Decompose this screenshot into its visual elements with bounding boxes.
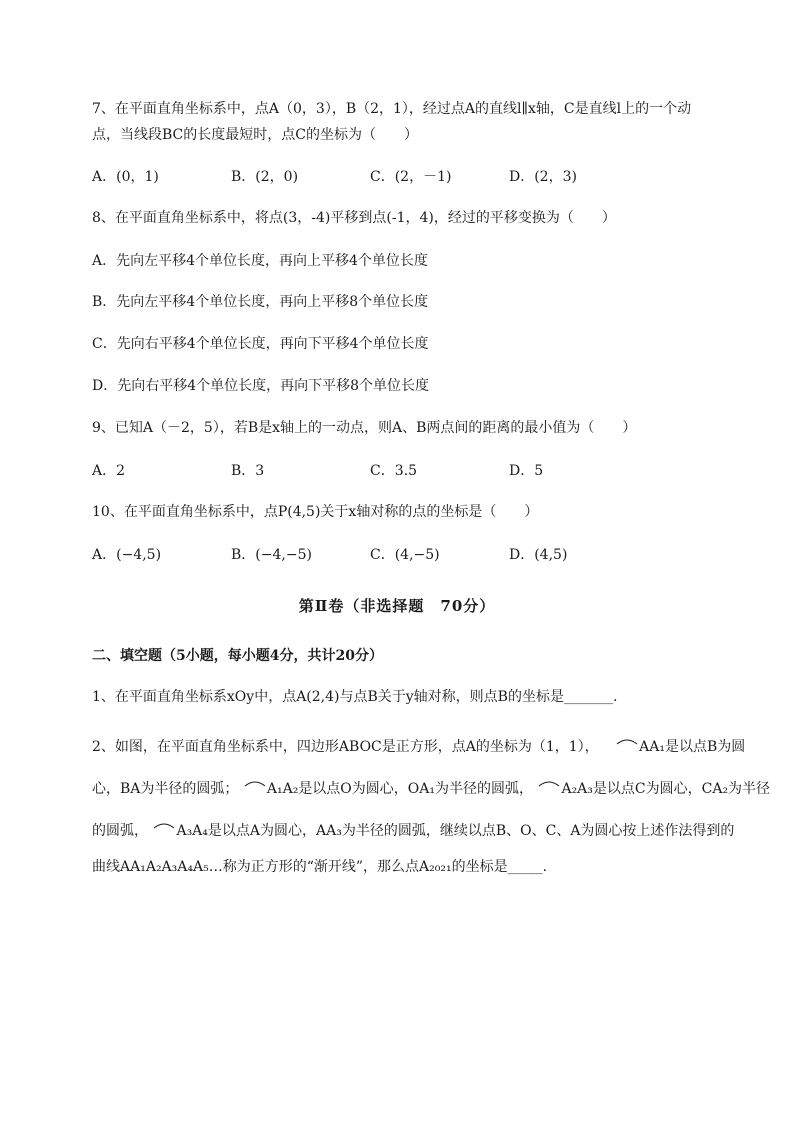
fill1-question: 1、在平面直角坐标系xOy中，点A(2,4)与点B关于y轴对称，则点B的坐标是_______.: [92, 689, 618, 705]
part2-title: 第Ⅱ卷（非选择题 70分）: [298, 597, 496, 615]
q9-option-a: A．2: [92, 463, 126, 479]
fill2-text: 是以点C为圆心，CA₂为半径: [592, 781, 771, 797]
fill2-text: 是以点O为圆心，OA₁为半径的圆弧，: [298, 781, 533, 797]
q9-option-c: C．3.5: [370, 463, 417, 479]
q10-stem: 10、在平面直角坐标系中，点P(4,5)关于x轴对称的点的坐标是（ ）: [92, 504, 539, 520]
arc-a1a2-icon: [243, 780, 267, 801]
q9-option-b: B．3: [231, 463, 265, 479]
q10-option-b: B．(−4,−5): [231, 547, 312, 563]
q10-option-c: C．(4,−5): [370, 547, 440, 563]
q7-option-b: B．(2，0): [231, 169, 299, 185]
fill-in-section-heading: 二、填空题（5小题，每小题4分，共计20分）: [92, 648, 383, 664]
q7-option-c: C．(2，－1): [370, 169, 452, 185]
fill2-text: 的圆弧，: [92, 823, 148, 839]
q8-option-d: D．先向右平移4个单位长度，再向下平移8个单位长度: [92, 378, 430, 394]
arc-a3a4-icon: [152, 822, 176, 843]
q8-stem: 8、在平面直角坐标系中，将点(3，-4)平移到点(-1，4)，经过的平移变换为（ ）: [92, 210, 616, 226]
fill2-text: 是以点A为圆心，AA₃为半径的圆弧，继续以点B、O、C、A为圆心按上述作法得到的: [207, 823, 735, 839]
q10-options: [92, 546, 652, 564]
q9-options: [92, 462, 652, 480]
q8-option-b: B．先向左平移4个单位长度，再向上平移8个单位长度: [92, 294, 429, 310]
q8-option-c: C．先向右平移4个单位长度，再向下平移4个单位长度: [92, 336, 429, 352]
arc-a2a3-icon: [537, 780, 561, 801]
arc-aa1-label: AA₁: [639, 739, 665, 755]
fill2-line1: [92, 738, 745, 759]
fill2-text: 心，BA为半径的圆弧；: [92, 781, 239, 797]
fill2-line3: [92, 822, 734, 843]
q9-stem: 9、已知A（－2，5），若B是x轴上的一动点，则A、B两点间的距离的最小值为（ ）: [92, 420, 637, 436]
q10-option-a: A．(−4,5): [92, 547, 162, 563]
q9-option-d: D．5: [509, 463, 544, 479]
q7-options: [92, 168, 652, 186]
q8-option-a: A．先向左平移4个单位长度，再向上平移4个单位长度: [92, 253, 428, 269]
arc-aa1-icon: [615, 738, 639, 759]
q7-stem-line2: 点，当线段BC的长度最短时，点C的坐标为（ ）: [92, 127, 418, 143]
arc-a2a3-label: A₂A₃: [561, 781, 593, 797]
arc-a1a2-label: A₁A₂: [266, 781, 299, 797]
fill2-line4: 曲线AA₁A₂A₃A₄A₅…称为正方形的“渐开线”，那么点A₂₀₂₁的坐标是_____.: [92, 859, 548, 875]
arc-a3a4-label: A₃A₄: [176, 823, 208, 839]
fill2-text: 2、如图，在平面直角坐标系中，四边形ABOC是正方形，点A的坐标为（1，1），: [92, 739, 599, 755]
q7-stem-line1: 7、在平面直角坐标系中，点A（0，3），B（2，1），经过点A的直线l∥x轴，C是直线l上的一个动: [92, 101, 692, 117]
fill2-text: 是以点B为圆: [664, 739, 746, 755]
q7-option-a: A．(0，1): [92, 169, 159, 185]
q7-option-d: D．(2，3): [509, 169, 577, 185]
fill2-line2: [92, 780, 770, 801]
q10-option-d: D．(4,5): [509, 547, 568, 563]
